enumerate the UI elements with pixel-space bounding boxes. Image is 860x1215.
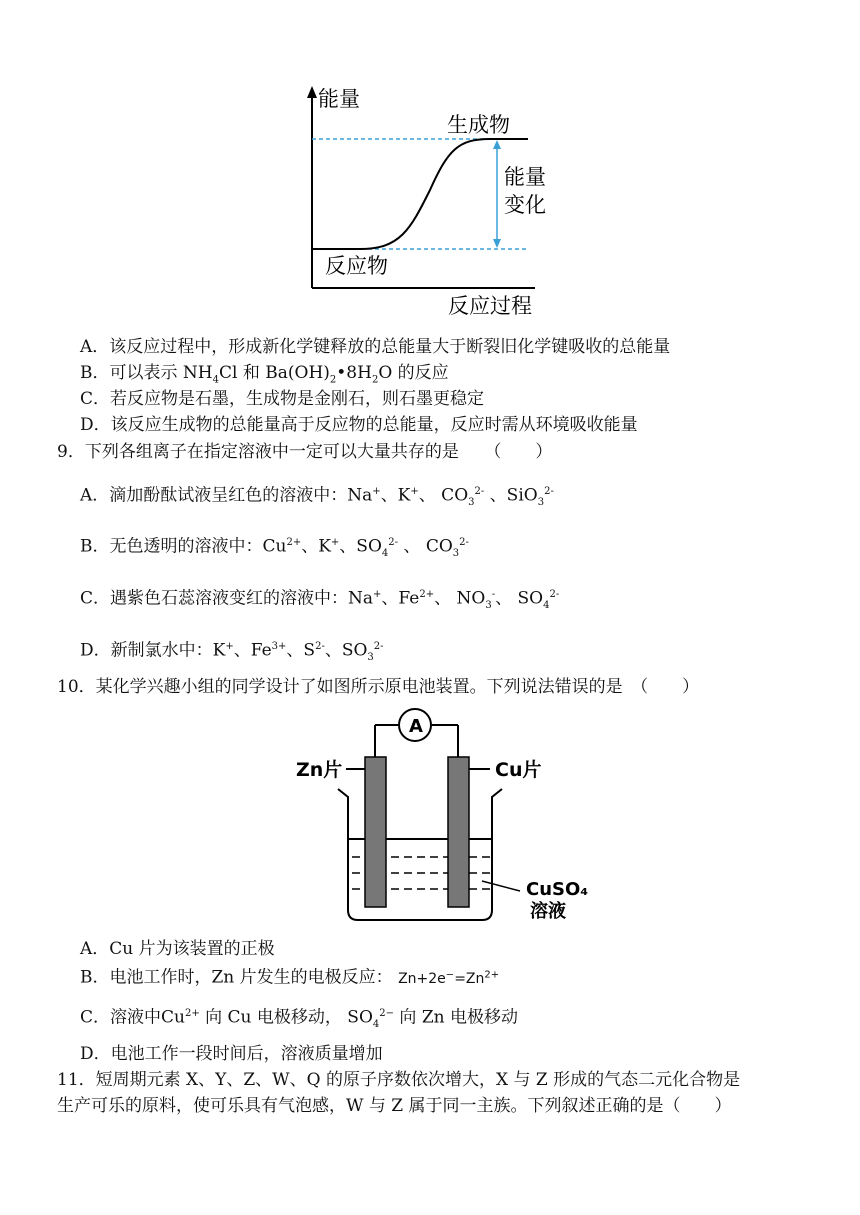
cu-electrode — [448, 757, 469, 907]
change-label-1: 能量 — [504, 165, 546, 189]
product-label: 生成物 — [447, 113, 510, 137]
q10-b-text: B．电池工作时，Zn 片发生的电极反应： — [80, 967, 393, 988]
change-arrow-up — [493, 140, 501, 149]
q10-option-a: A．Cu 片为该装置的正极 — [80, 939, 275, 959]
q9-b-text: B．无色透明的溶液中：Cu — [80, 536, 287, 557]
q8-option-d: D．该反应生成物的总能量高于反应物的总能量，反应时需从环境吸收能量 — [80, 415, 638, 435]
q9-d-text: D．新制氯水中：K — [80, 640, 226, 661]
change-arrow-down — [493, 239, 501, 248]
y-axis-arrow — [307, 86, 317, 98]
q8-option-c: C．若反应物是石墨，生成物是金刚石，则石墨更稳定 — [80, 389, 485, 409]
q9-c-text: C．遇紫色石蕊溶液变红的溶液中：Na — [80, 588, 374, 609]
x-axis-label: 反应过程 — [448, 294, 532, 318]
q10-option-c: C．溶液中$Cu^{2+}$ 向 Cu 电极移动， $SO_4^{2-}$ 向 Zn 电极移动 — [80, 1007, 519, 1031]
ammeter-label: A — [409, 716, 423, 737]
q11-line-1: 11．短周期元素 X、Y、Z、W、Q 的原子序数依次增大，X 与 Z 形成的气态二元化合物是 — [57, 1070, 741, 1090]
q9-option-d: D．新制氯水中：K+、$Fe^{3+}$、$S^{2-}$、$SO_3^{2-}$ — [80, 640, 384, 664]
q8-b-and: 和 — [237, 363, 266, 383]
q9-a-text: A．滴加酚酞试液呈红色的溶液中：Na — [80, 485, 373, 506]
zn-electrode — [365, 757, 386, 907]
q8-b-end: 的反应 — [392, 363, 449, 383]
q11-line-2: 生产可乐的原料，使可乐具有气泡感，W 与 Z 属于同一主族。下列叙述正确的是（ ） — [57, 1096, 732, 1116]
q9-stem-text: 9．下列各组离子在指定溶液中一定可以大量共存的是 — [57, 442, 459, 462]
q8-b-text: B．可以表示 — [80, 363, 183, 383]
energy-curve — [312, 139, 528, 249]
q9-option-c: C．遇紫色石蕊溶液变红的溶液中：Na+、$Fe^{2+}$、 $NO_3^-$、 $SO_4^{2-}$ — [80, 588, 560, 612]
galvanic-cell-diagram — [290, 705, 600, 930]
q10-option-b: B．电池工作时，Zn 片发生的电极反应： $Zn+2e^-=Zn^{2+}$ — [80, 967, 500, 988]
q10-stem-text: 10．某化学兴趣小组的同学设计了如图所示原电池装置。下列说法错误的是 — [57, 677, 623, 697]
solution-label-2: 溶液 — [530, 901, 566, 922]
q10-c-text: C．溶液中 — [80, 1007, 162, 1028]
q10-c-mid2: 向 Zn 电极移动 — [394, 1007, 519, 1028]
q9-stem — [57, 441, 552, 463]
solution-label-1: CuSO₄ — [526, 879, 589, 900]
q8-option-b: B．可以表示 $NH_4Cl$ 和 $Ba(OH)_2•8H_2O$ 的反应 — [80, 363, 449, 386]
q10-paren: （ ） — [639, 677, 700, 697]
reactant-label: 反应物 — [325, 254, 388, 278]
q10-c-mid1: 向 Cu 电极移动， — [199, 1007, 342, 1028]
q8-option-a: A．该反应过程中，形成新化学键释放的总能量大于断裂旧化学键吸收的总能量 — [80, 337, 671, 357]
q9-option-a: A．滴加酚酞试液呈红色的溶液中：Na+、K+、 $CO_3^{2-}$ 、SiO$_3^{2-}$ — [80, 485, 554, 509]
change-label-2: 变化 — [504, 193, 546, 217]
q9-option-b: B．无色透明的溶液中：$Cu^{2+}$、K+、$SO_4^{2-}$ 、 $CO_3^{2-}$ — [80, 536, 469, 560]
cu-label: Cu片 — [495, 759, 542, 781]
beaker — [338, 789, 502, 920]
y-axis-label: 能量 — [318, 87, 360, 111]
zn-label: Zn片 — [296, 759, 343, 781]
energy-diagram — [290, 80, 560, 320]
q10-stem — [57, 676, 699, 698]
q10-option-d: D．电池工作一段时间后，溶液质量增加 — [80, 1044, 383, 1064]
q9-paren: （ ） — [492, 442, 553, 462]
